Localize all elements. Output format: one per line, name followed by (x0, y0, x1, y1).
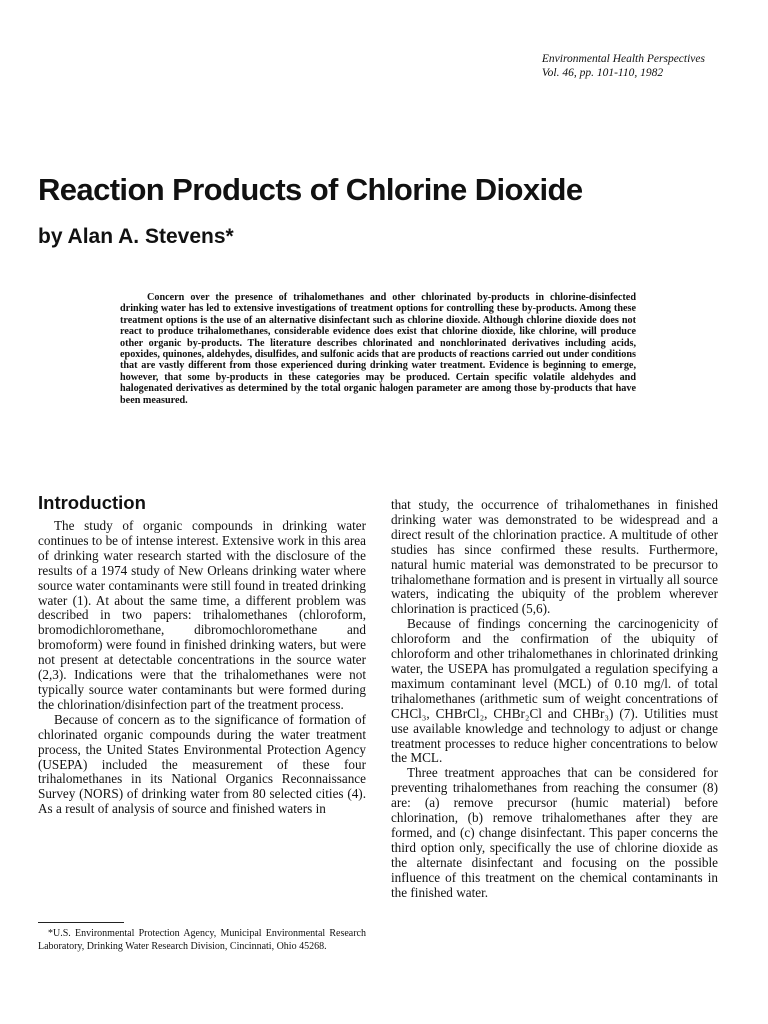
abstract: Concern over the presence of trihalomethanes and other chlorinated by-products in chlorine-disinfected drinking water has led to extensive investigations of treatment options for controlling these by-products. Among these treatment options is the use of an alternative disinfectant such as chlorine dioxide. Although chlorine dioxide does not react to produce trihalomethanes, considerable evidence does exist that chlorine dioxide, like chlorine, will produce other organic by-products. The literature describes chlorinated and nonchlorinated derivatives including acids, epoxides, quinones, aldehydes, disulfides, and sulfonic acids that are products of reactions carried out under conditions that are vastly different from those experienced during drinking water treatment. Evidence is beginning to emerge, however, that some by-products in these categories may be produced. Certain specific volatile aldehydes and halogenated derivatives as determined by the total organic halogen parameter are among those by-products that have been measured. (120, 292, 636, 406)
paragraph: Because of findings concerning the carcinogenicity of chloroform and the confirmation of the ubiquity of chloroform and other trihalomethanes in chlorinated drinking water, the USEPA has promulgated a regulation specifying a maximum contaminant level (MCL) of 0.10 mg/l. of total trihalomethanes (arithmetic sum of weight concentrations of CHCl₃, CHBrCl₂, CHBr₂Cl and CHBr₃) (7). Utilities must use available knowledge and technology to adjust or change treatment processes to reduce higher concentrations to below the MCL. (391, 616, 718, 766)
footnote-divider (38, 922, 124, 923)
author-affiliation-footnote: *U.S. Environmental Protection Agency, Municipal Environmental Research Laboratory, Drinking Water Research Division, Cincinnati, Ohio 45268. (38, 928, 366, 952)
journal-volume: Vol. 46, pp. 101-110, 1982 (541, 67, 664, 79)
journal-citation (542, 52, 705, 80)
author-byline: by Alan A. Stevens* (38, 225, 234, 248)
right-column (391, 498, 718, 900)
left-column (38, 491, 366, 817)
paragraph: that study, the occurrence of trihalomethanes in finished drinking water was demonstrated to be widespread and a direct result of the chlorination practice. A multitude of other studies has since confirmed these results. Furthermore, natural humic material was demonstrated to be precursor to trihalomethane formation and is present in virtually all source waters, indicating the ubiquity of the problem wherever chlorination is practiced (5,6). (391, 497, 718, 617)
section-heading-introduction: Introduction (38, 492, 146, 513)
paragraph: Because of concern as to the significance of formation of chlorinated organic compounds during the water treatment process, the United States Environmental Protection Agency (USEPA) included the measurement of these four trihalomethanes in its National Organics Reconnaissance Survey (NORS) of drinking water from 80 selected cities (4). As a result of analysis of source and finished waters in (38, 711, 366, 817)
article-title: Reaction Products of Chlorine Dioxide (38, 172, 583, 207)
paragraph: Three treatment approaches that can be considered for preventing trihalomethanes from reaching the consumer (8) are: (a) remove precursor (humic material) before chlorination, (b) remove trihalomethanes after they are formed, and (c) change disinfectant. This paper concerns the third option only, specifically the use of chlorine dioxide as the alternate disinfectant and focusing on the possible influence of this treatment on the chemical contaminants in the finished water. (391, 765, 718, 900)
journal-name: Environmental Health Perspectives (541, 53, 705, 65)
paragraph: The study of organic compounds in drinking water continues to be of intense interest. Extensive work in this area of drinking water research started with the disclosure of the results of a 1974 study of New Orleans drinking water where source water contaminants were still found in treated drinking water (1). At about the same time, a different problem was described in two papers: trihalomethanes (chloroform, bromodichloromethane, dibromochloromethane and bromoform) were found in finished drinking waters, but were not present at detectable concentrations in the source water (2,3). Indications were that the trihalomethanes were not typically source water contaminants but were formed during the chlorination/disinfection part of the treatment process. (38, 518, 366, 712)
